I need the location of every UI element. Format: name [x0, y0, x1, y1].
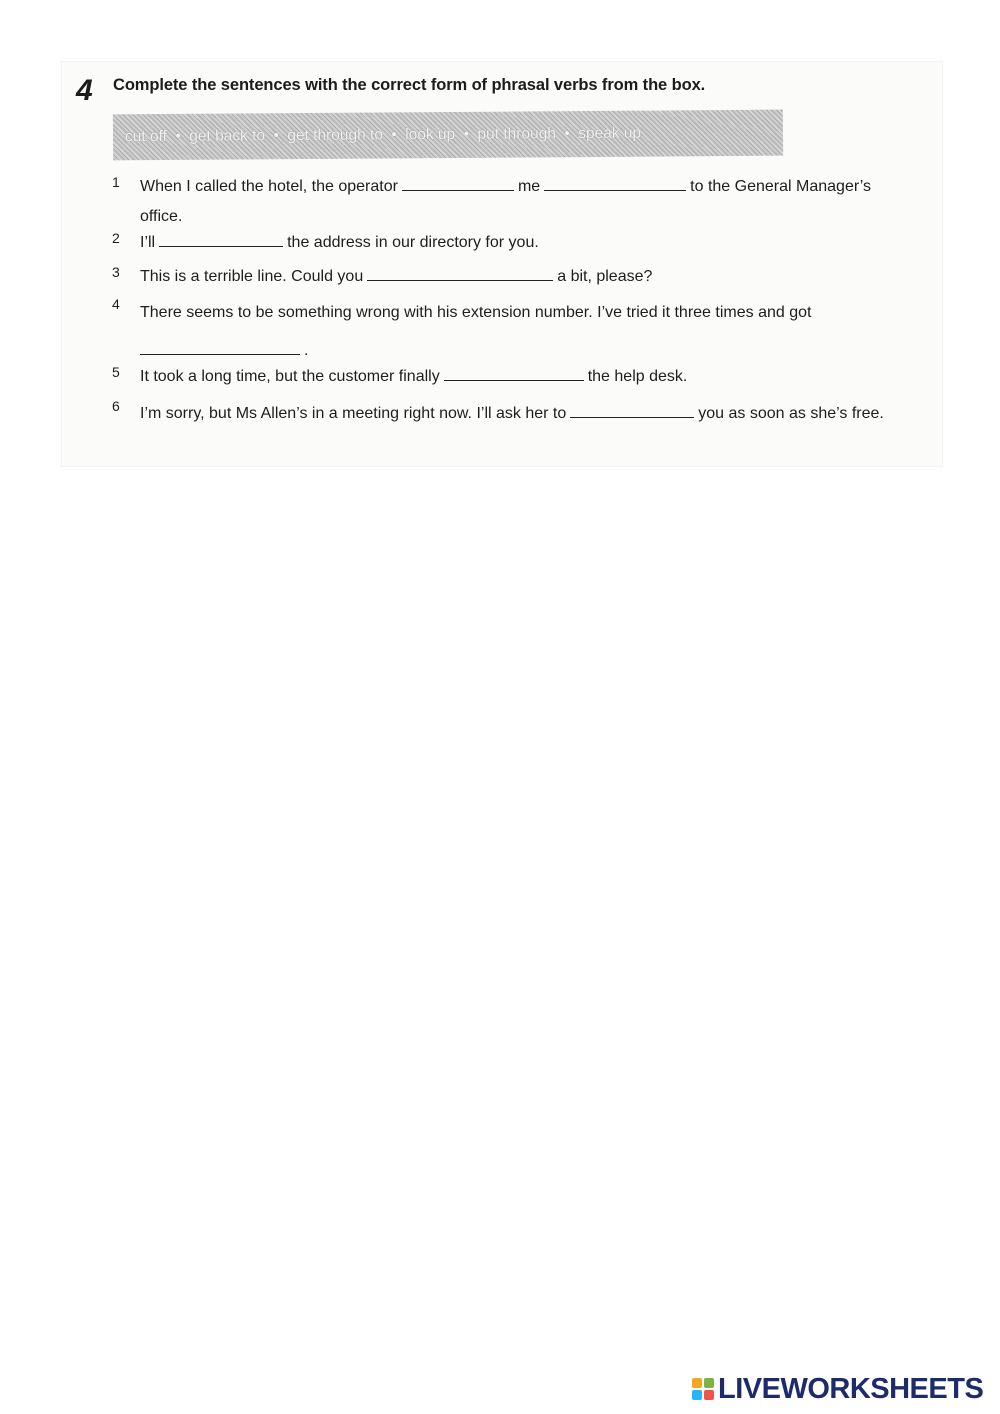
word-box-item: cut off: [124, 127, 168, 146]
word-box-item: get back to: [189, 127, 266, 145]
question-text: When I called the hotel, the operator me to the General Manager’s office.: [140, 178, 872, 225]
question-number: 2: [112, 230, 120, 246]
question-number: 1: [112, 174, 120, 190]
word-box: [113, 110, 783, 161]
word-separator: •: [271, 128, 281, 145]
answer-blank[interactable]: [140, 340, 300, 355]
word-separator: •: [562, 126, 572, 143]
logo-tile: [692, 1390, 702, 1400]
word-box-item: get through to: [287, 126, 384, 145]
question-number: 3: [112, 264, 120, 280]
question-number: 5: [112, 364, 120, 380]
brand-name: LIVEWORKSHEETS: [718, 1372, 984, 1405]
liveworksheets-logo-icon: [692, 1378, 714, 1400]
logo-tile: [704, 1378, 714, 1388]
answer-blank[interactable]: [159, 232, 283, 247]
exercise-instruction: Complete the sentences with the correct form of phrasal verbs from the box.: [113, 76, 706, 94]
word-separator: •: [173, 128, 183, 145]
answer-blank[interactable]: [544, 176, 686, 191]
answer-blank[interactable]: [444, 366, 584, 381]
question-text: This is a terrible line. Could you a bit, please?: [140, 268, 653, 285]
question-text: It took a long time, but the customer finally the help desk.: [140, 368, 688, 385]
word-box-item: put through: [477, 125, 556, 143]
word-box-item: look up: [405, 125, 456, 144]
word-separator: •: [389, 127, 399, 144]
word-separator: •: [462, 126, 471, 143]
answer-blank[interactable]: [367, 266, 553, 281]
question-text: I’m sorry, but Ms Allen’s in a meeting right now. I’ll ask her to you as soon as she’s free.: [140, 405, 884, 422]
logo-tile: [704, 1390, 714, 1400]
word-box-item: speak up: [578, 124, 642, 143]
question-text: There seems to be something wrong with his extension number. I’ve tried it three times and got .: [140, 304, 812, 359]
logo-tile: [692, 1378, 702, 1388]
question-text: I’ll the address in our directory for you.: [140, 234, 539, 251]
liveworksheets-brand[interactable]: [692, 1372, 983, 1406]
answer-blank[interactable]: [570, 403, 694, 418]
question-number: 4: [112, 296, 120, 312]
question-number: 6: [112, 398, 120, 414]
answer-blank[interactable]: [402, 176, 514, 191]
exercise-number: 4: [76, 74, 93, 107]
